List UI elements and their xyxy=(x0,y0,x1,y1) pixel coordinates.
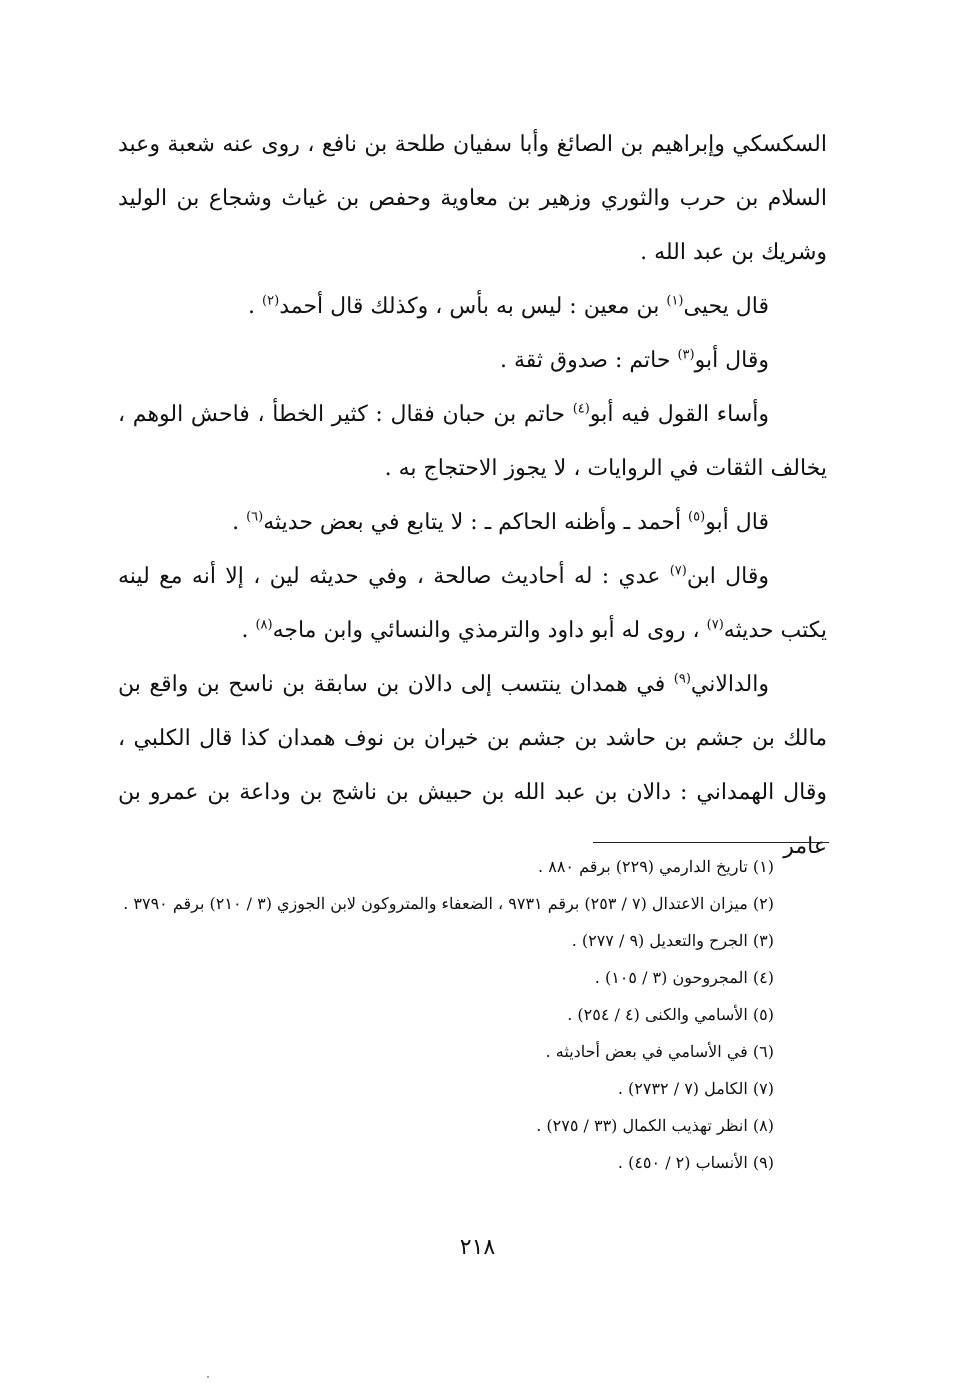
footnote-marker: (٩) xyxy=(673,671,691,687)
paragraph xyxy=(118,496,827,550)
footnote-marker: (٧) xyxy=(706,617,724,633)
paragraph xyxy=(118,280,827,334)
footnote: (٩) الأنساب (٢ / ٤٥٠) . xyxy=(617,1153,774,1172)
paragraph-text: بن معين : ليس به بأس ، وكذلك قال أحمد xyxy=(279,294,667,319)
footnote-marker: (٥) xyxy=(688,509,706,525)
paragraph-text: والدالاني xyxy=(690,672,769,697)
paragraph-text: . xyxy=(241,618,256,643)
paragraph-text: قال يحيى xyxy=(683,294,769,319)
paragraph xyxy=(118,388,827,496)
footnotes-block xyxy=(118,848,827,1181)
paragraph-text: حاتم : صدوق ثقة . xyxy=(500,348,678,373)
footnote-marker: (٢) xyxy=(262,293,280,309)
paragraph xyxy=(118,118,827,280)
paragraph-text: قال أبو xyxy=(705,510,769,535)
paragraph-text: عدي : له أحاديث صالحة ، وفي حديثه لين ، إلا أنه مع لينه يكتب حديثه xyxy=(118,564,827,643)
footnote-marker: (٤) xyxy=(572,401,590,417)
footnote-separator xyxy=(593,842,829,843)
footnote-marker: (٣) xyxy=(677,347,695,363)
footnote-marker: (٨) xyxy=(255,617,273,633)
paragraph-text: السكسكي وإبراهيم بن الصائغ وأبا سفيان طلحة بن نافع ، روى عنه شعبة وعبد السلام بن حرب والثوري وزهير بن معاوية وحفص بن غياث وشجاع بن الوليد وشريك بن عبد الله . xyxy=(118,132,827,265)
main-text-body xyxy=(118,118,827,874)
footnote-marker: (١) xyxy=(666,293,684,309)
footnote: (٤) المجروحون (٣ / ١٠٥) . xyxy=(594,968,774,987)
footnote: (٥) الأسامي والكنى (٤ / ٢٥٤) . xyxy=(567,1005,774,1024)
footnote: (٣) الجرح والتعديل (٩ / ٢٧٧) . xyxy=(571,931,774,950)
footnote-marker: (٦) xyxy=(246,509,264,525)
paragraph-text: ، روى له أبو داود والترمذي والنسائي وابن ماجه xyxy=(272,618,707,643)
paragraph-text: وقال أبو xyxy=(694,348,769,373)
footnote: (٨) انظر تهذيب الكمال (٣٣ / ٢٧٥) . xyxy=(536,1116,774,1135)
paragraph-text: في همدان ينتسب إلى دالان بن سابقة بن ناسح بن واقع بن مالك بن جشم بن حاشد بن جشم بن خيران بن نوف همدان كذا قال الكلبي ، وقال الهمداني : دالان بن عبد الله بن حبيش بن ناشج بن وداعة بن عمرو بن عامر xyxy=(118,672,827,859)
paragraph xyxy=(118,334,827,388)
footnote: (٧) الكامل (٧ / ٢٧٣٢) . xyxy=(617,1079,774,1098)
scan-speck xyxy=(207,1376,209,1378)
paragraph xyxy=(118,550,827,658)
page-number: ٢١٨ xyxy=(459,1235,496,1260)
footnote: (١) تاريخ الدارمي (٢٢٩) برقم ٨٨٠ . xyxy=(538,857,774,876)
footnote-marker: (٧) xyxy=(669,563,687,579)
paragraph-text: وقال ابن xyxy=(686,564,769,589)
paragraph-text: وأساء القول فيه أبو xyxy=(589,402,770,427)
footnote: (٢) ميزان الاعتدال (٧ / ٢٥٣) برقم ٩٧٣١ ، الضعفاء والمتروكون لابن الجوزي (٣ / ٢١٠) برقم ٣٧٩٠ . xyxy=(123,894,774,913)
paragraph-text: . xyxy=(248,294,263,319)
paragraph-text: حاتم بن حبان فقال : كثير الخطأ ، فاحش الوهم ، يخالف الثقات في الروايات ، لا يجوز الاحتجاج به . xyxy=(118,402,827,481)
paragraph-text: أحمد ـ وأظنه الحاكم ـ : لا يتابع في بعض حديثه xyxy=(263,510,689,535)
footnote: (٦) في الأسامي في بعض أحاديثه . xyxy=(545,1042,774,1061)
paragraph-text: . xyxy=(232,510,247,535)
